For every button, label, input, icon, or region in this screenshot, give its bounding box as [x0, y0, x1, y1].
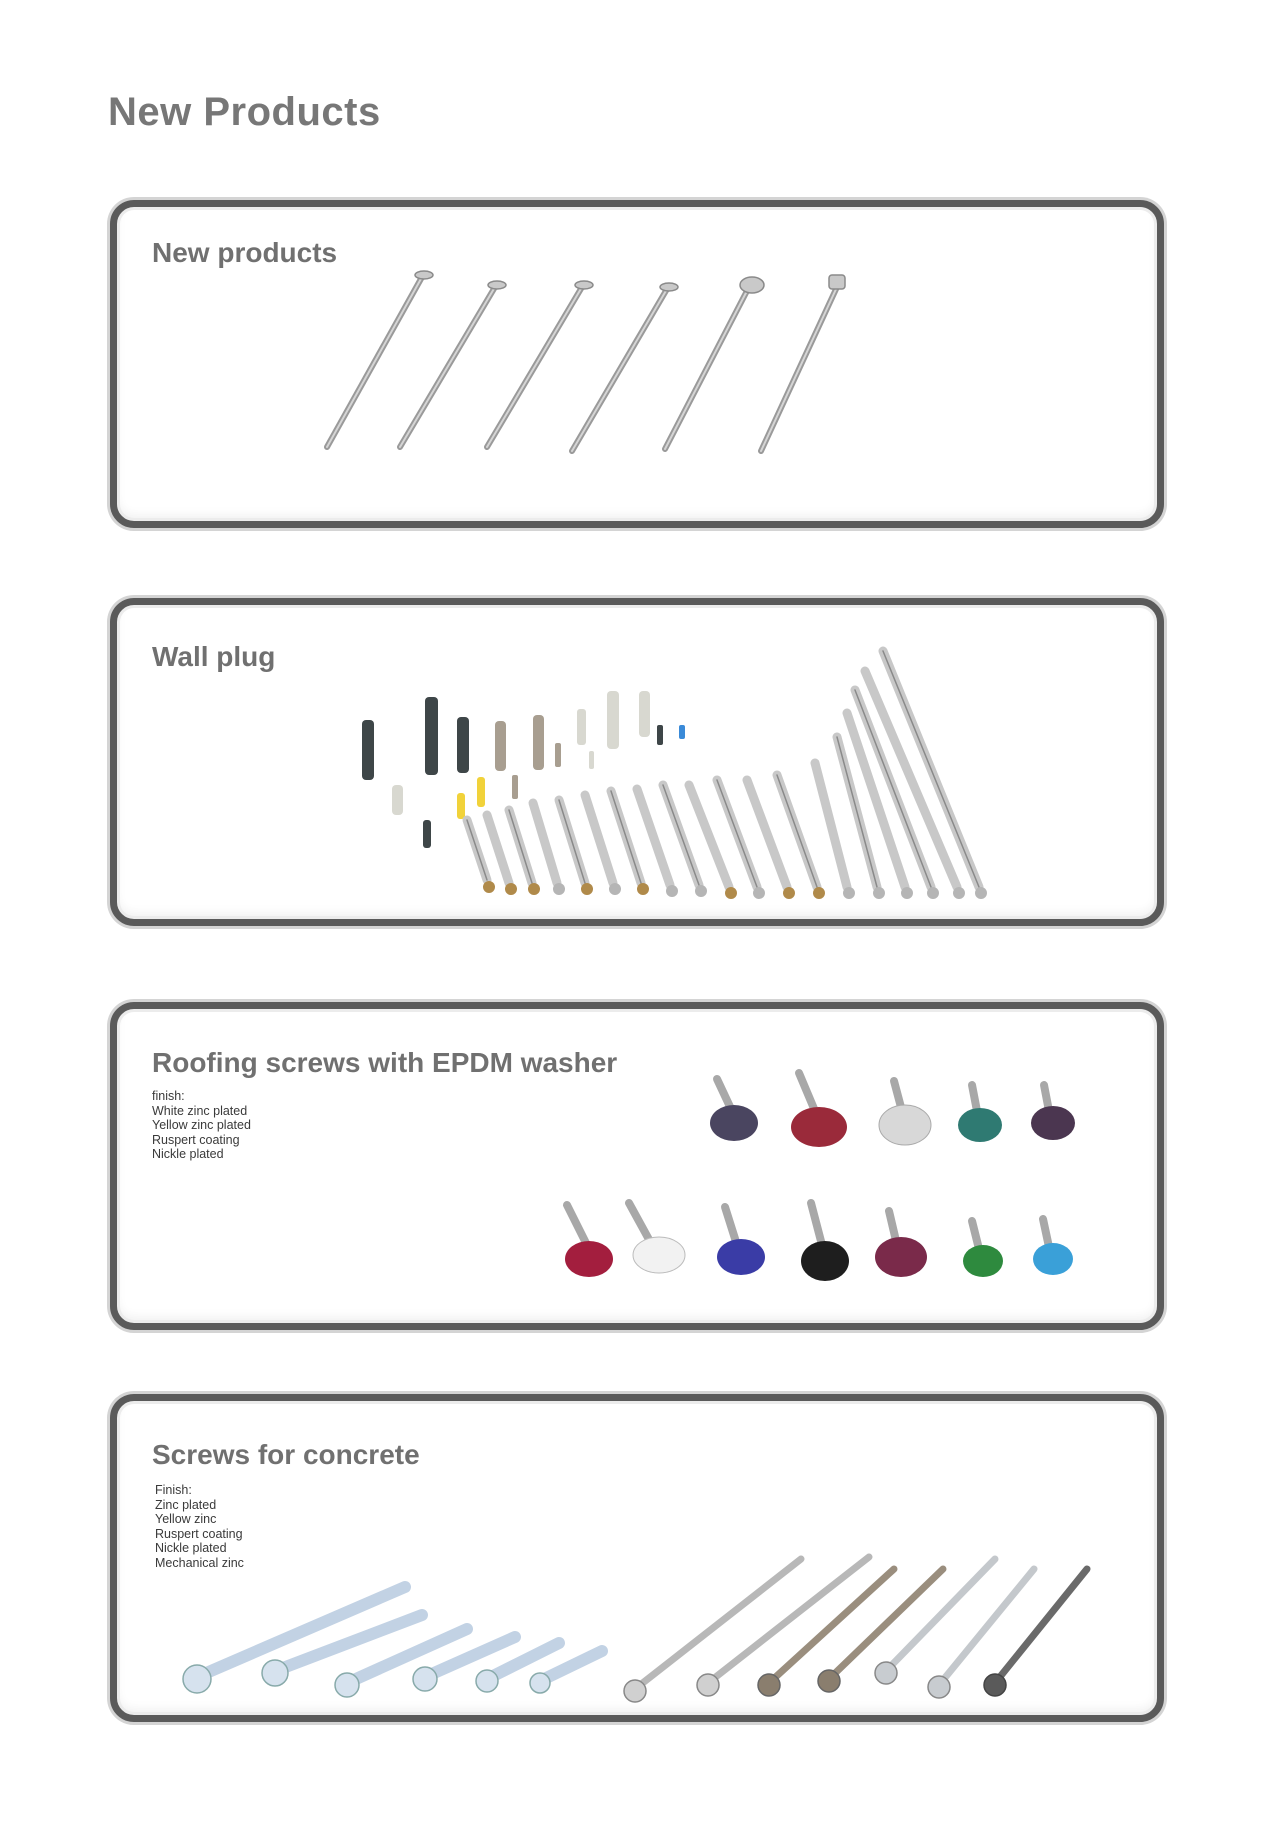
finish-item: Mechanical zinc — [155, 1555, 244, 1570]
section-roofing-screws — [110, 1002, 1164, 1330]
finish-item: Yellow zinc — [155, 1512, 217, 1526]
finish-list — [152, 1089, 251, 1162]
section-title: Screws for concrete — [152, 1439, 420, 1470]
wood-screws-image — [297, 267, 857, 507]
finish-item: White zinc plated — [152, 1103, 248, 1118]
section-concrete-screws — [110, 1394, 1164, 1722]
finish-item: Ruspert coating — [152, 1132, 240, 1147]
section-title: Roofing screws with EPDM washer — [152, 1047, 618, 1078]
wall-plugs-image — [337, 625, 1097, 915]
section-new-products — [110, 200, 1164, 528]
section-wall-plug — [110, 598, 1164, 926]
concrete-screws-image — [157, 1491, 1137, 1711]
finish-label: Finish: — [155, 1483, 192, 1497]
finish-item: Zinc plated — [155, 1497, 217, 1512]
finish-item: Yellow zinc plated — [152, 1118, 251, 1132]
finish-label: finish: — [152, 1089, 185, 1103]
finish-item: Nickle plated — [155, 1541, 227, 1555]
section-title: Wall plug — [152, 641, 276, 672]
page-title: New Products — [108, 90, 381, 134]
section-title: New products — [152, 237, 338, 268]
finish-item: Ruspert coating — [155, 1526, 243, 1541]
roofing-screws-image — [397, 1069, 1137, 1319]
finish-item: Nickle plated — [152, 1147, 224, 1161]
